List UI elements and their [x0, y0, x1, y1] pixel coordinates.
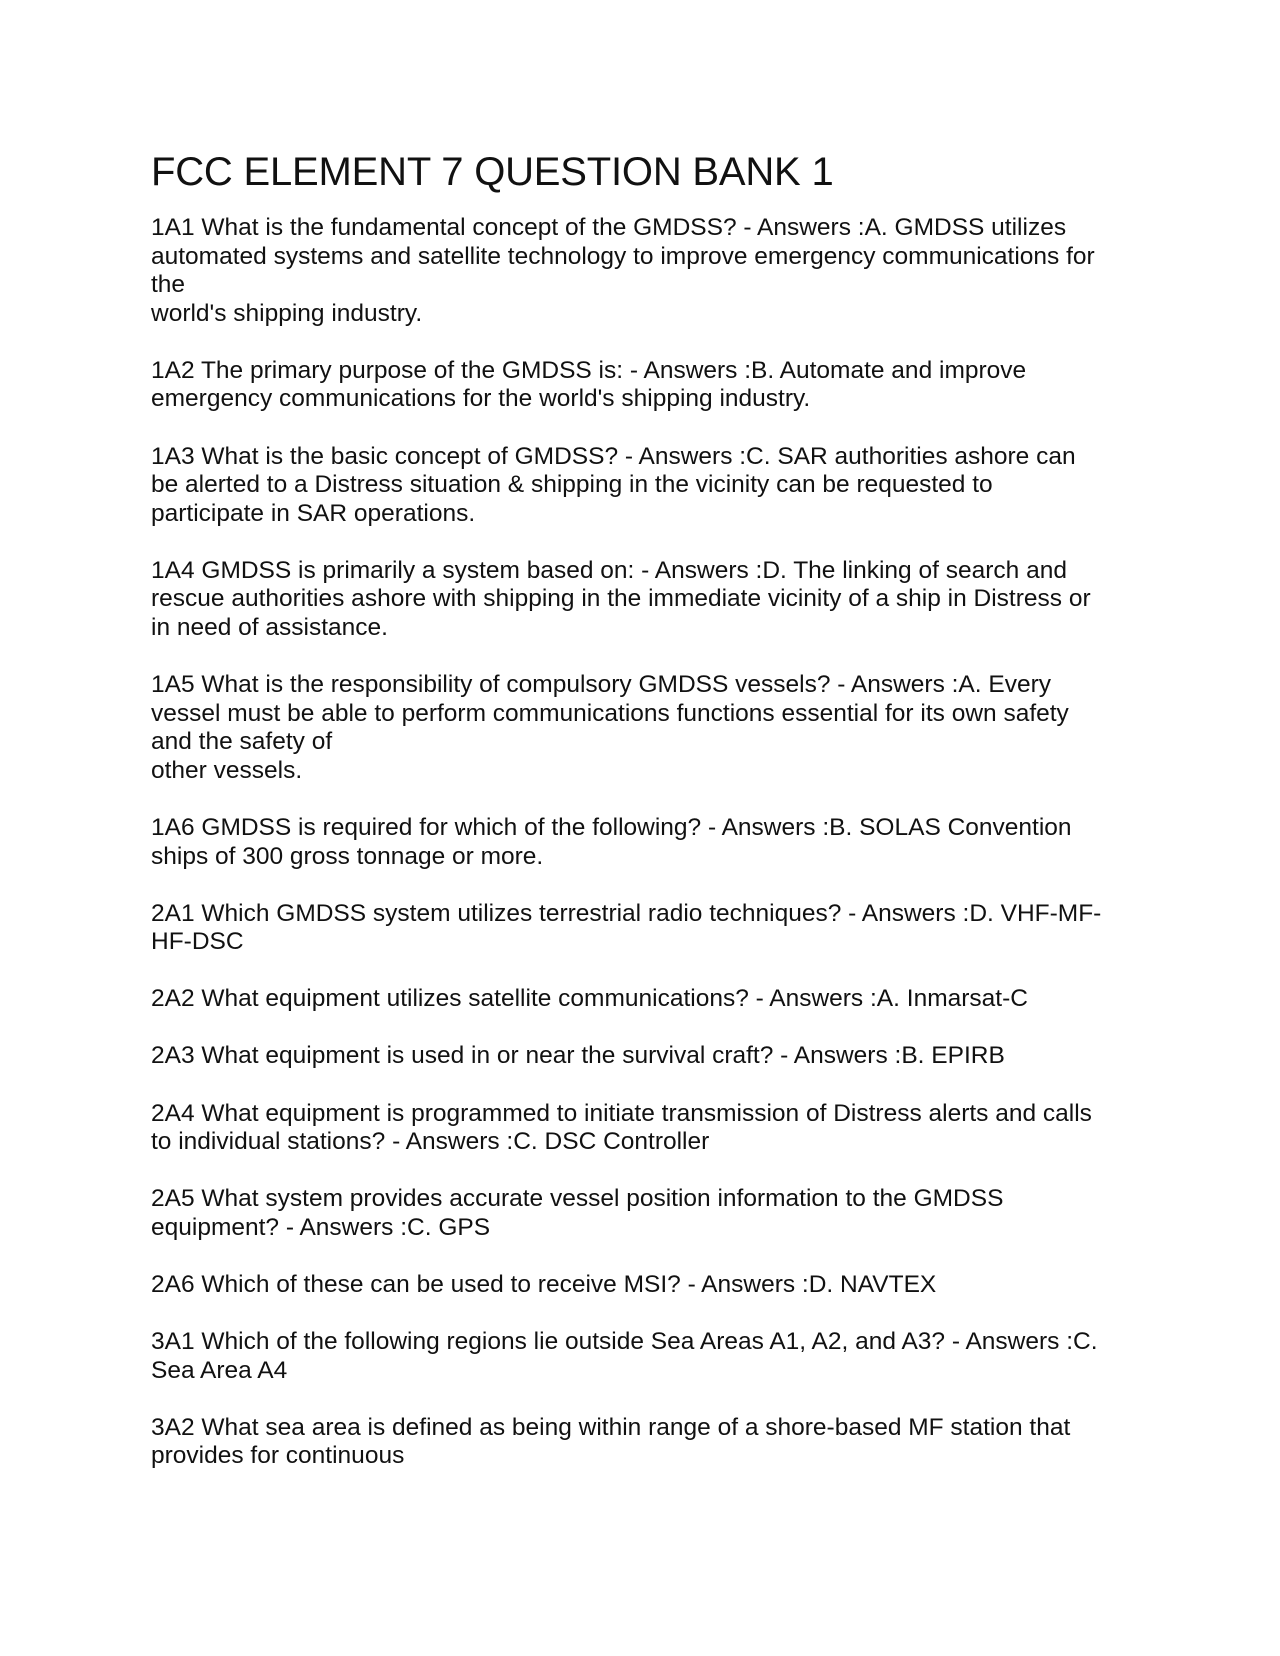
question-text-line: 2A5 What system provides accurate vessel position information to the GMDSS [151, 1185, 1004, 1213]
question-entry [151, 1100, 1136, 1157]
question-entry [151, 814, 1136, 871]
question-entry [151, 900, 1136, 957]
question-entry [151, 443, 1136, 529]
question-text-line: other vessels. [151, 756, 303, 784]
question-text-line: 2A2 What equipment utilizes satellite communications? - Answers :A. Inmarsat-C [151, 985, 1028, 1013]
question-entry [151, 671, 1136, 785]
question-text-line: 2A1 Which GMDSS system utilizes terrestrial radio techniques? - Answers :D. VHF-MF- [151, 899, 1102, 927]
question-entry [151, 1271, 1136, 1300]
question-text-line: HF-DSC [151, 928, 244, 956]
question-entry [151, 1414, 1136, 1471]
question-text-line: 2A6 Which of these can be used to receive MSI? - Answers :D. NAVTEX [151, 1270, 937, 1298]
question-text-line: 1A6 GMDSS is required for which of the following? - Answers :B. SOLAS Convention [151, 814, 1072, 841]
question-entry [151, 557, 1136, 643]
question-entry [151, 357, 1136, 414]
question-text-line: equipment? - Answers :C. GPS [151, 1213, 491, 1241]
question-entry [151, 1042, 1136, 1071]
question-entry [151, 985, 1136, 1014]
question-text-line: vessel must be able to perform communications functions essential for its own safety [151, 699, 1069, 727]
question-text-line: automated systems and satellite technology to improve emergency communications for [151, 242, 1095, 270]
question-text-line: in need of assistance. [151, 614, 388, 642]
question-text-line: to individual stations? - Answers :C. DSC Controller [151, 1128, 710, 1156]
question-text-line: ships of 300 gross tonnage or more. [151, 842, 544, 870]
question-text-line: 3A1 Which of the following regions lie outside Sea Areas A1, A2, and A3? - Answers :C. [151, 1328, 1098, 1356]
page-title: FCC ELEMENT 7 QUESTION BANK 1 [151, 150, 834, 194]
question-text-line: 3A2 What sea area is defined as being within range of a shore-based MF station that [151, 1413, 1071, 1441]
question-list [151, 214, 1136, 1471]
document-content [151, 148, 1136, 1499]
question-text-line: the [151, 271, 186, 299]
question-text-line: Sea Area A4 [151, 1356, 288, 1384]
question-text-line: 1A3 What is the basic concept of GMDSS? - Answers :C. SAR authorities ashore can [151, 442, 1076, 470]
question-text-line: 1A4 GMDSS is primarily a system based on: - Answers :D. The linking of search and [151, 556, 1067, 584]
question-text-line: 2A4 What equipment is programmed to initiate transmission of Distress alerts and calls [151, 1099, 1092, 1127]
question-text-line: emergency communications for the world's shipping industry. [151, 385, 811, 413]
question-entry [151, 1185, 1136, 1242]
question-text-line: 2A3 What equipment is used in or near the survival craft? - Answers :B. EPIRB [151, 1042, 1005, 1070]
question-text-line: 1A1 What is the fundamental concept of the GMDSS? - Answers :A. GMDSS utilizes [151, 214, 1067, 241]
question-text-line: world's shipping industry. [151, 299, 423, 327]
question-text-line: 1A5 What is the responsibility of compulsory GMDSS vessels? - Answers :A. Every [151, 671, 1052, 699]
question-text-line: be alerted to a Distress situation & shipping in the vicinity can be requested to [151, 471, 993, 499]
question-text-line: 1A2 The primary purpose of the GMDSS is: - Answers :B. Automate and improve [151, 356, 1027, 384]
question-text-line: participate in SAR operations. [151, 499, 476, 527]
question-entry [151, 1328, 1136, 1385]
question-entry [151, 214, 1136, 328]
question-text-line: rescue authorities ashore with shipping in the immediate vicinity of a ship in Distress or [151, 585, 1091, 613]
question-text-line: provides for continuous [151, 1442, 405, 1470]
question-text-line: and the safety of [151, 728, 333, 756]
